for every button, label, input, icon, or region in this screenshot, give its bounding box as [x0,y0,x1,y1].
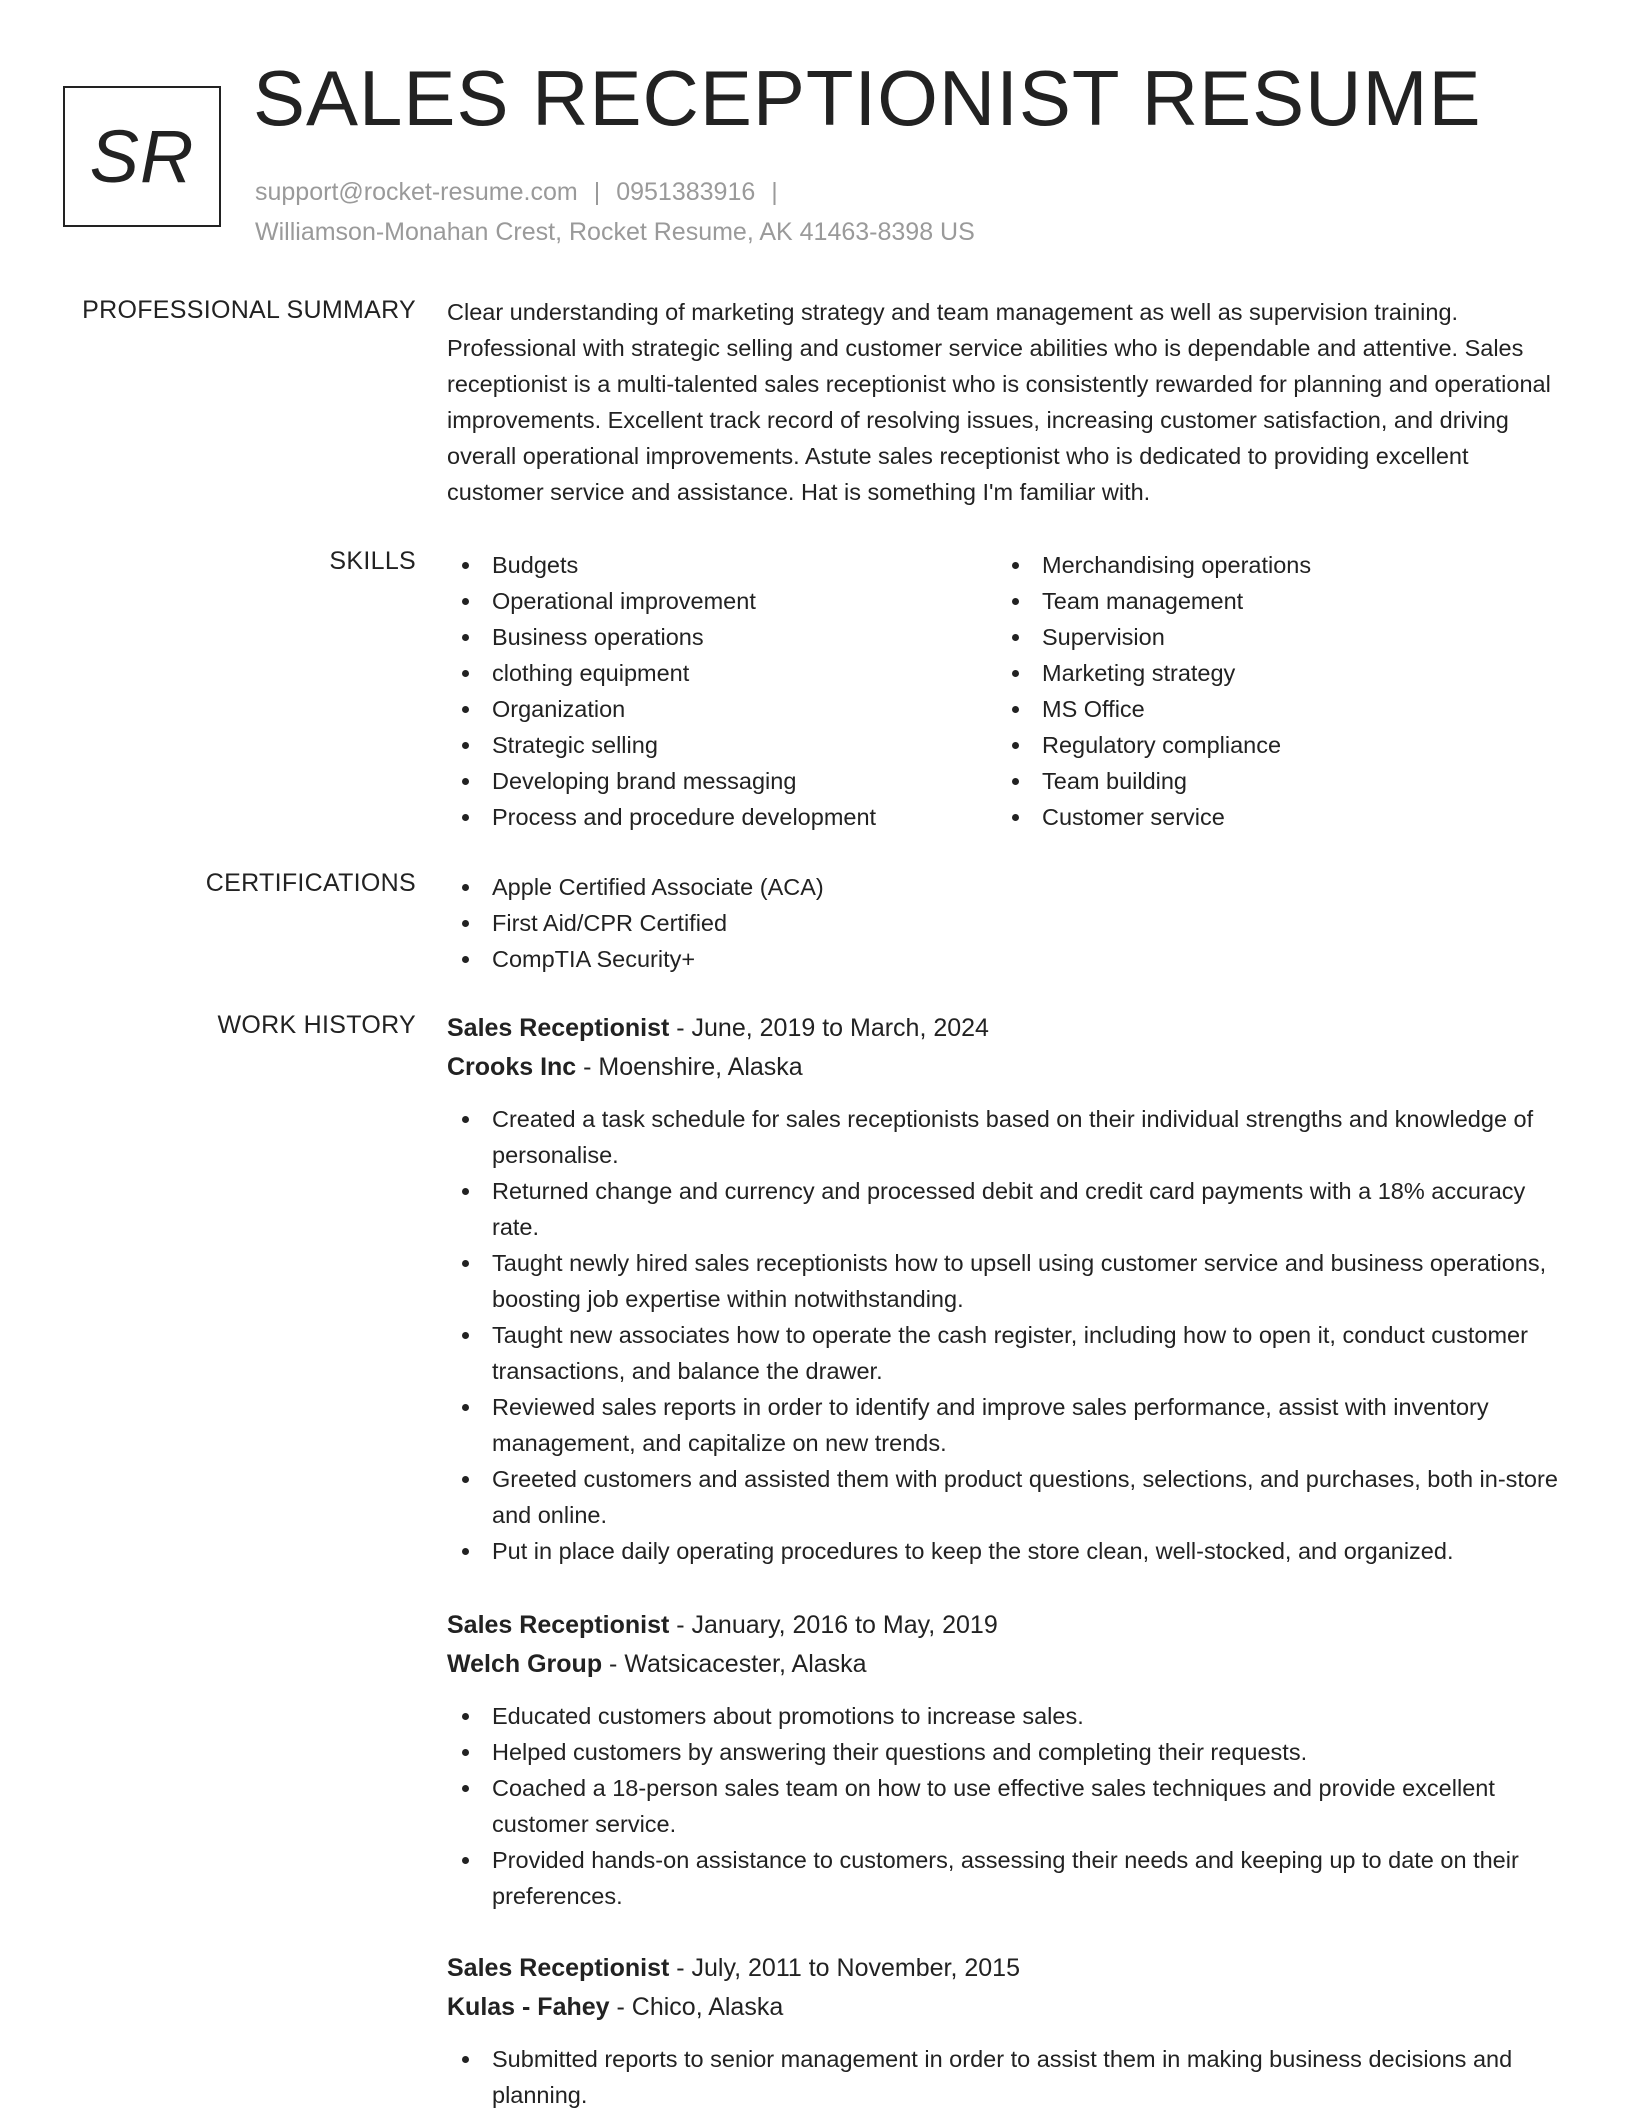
job-title-line [447,1009,1567,1048]
skill-item: Business operations [447,619,997,655]
skill-item: Strategic selling [447,727,997,763]
job-title: Sales Receptionist [447,1014,670,1042]
monogram-logo [63,86,221,227]
contact-separator: | [593,178,601,206]
section-label-work-history: WORK HISTORY [217,1011,416,1039]
job-company-line [447,1645,1567,1684]
section-label-summary: PROFESSIONAL SUMMARY [82,296,416,324]
job-duty: Submitted reports to senior management in order to assist them in making business decisions and planning. [447,2041,1567,2113]
skill-item: Merchandising operations [997,547,1547,583]
job-duty: Reviewed sales reports in order to identify and improve sales performance, assist with inventory management, and capitalize on new trends. [447,1389,1567,1461]
job-location: - Moenshire, Alaska [576,1053,803,1081]
certification-item: First Aid/CPR Certified [447,905,1567,941]
job-company: Welch Group [447,1650,603,1678]
skill-item: Budgets [447,547,997,583]
contact-email[interactable]: support@rocket-resume.com [255,178,578,206]
job-company-line [447,1048,1567,1087]
job-duty: Coached a 18-person sales team on how to use effective sales techniques and provide excellent customer service. [447,1770,1567,1842]
skill-item: Process and procedure development [447,799,997,835]
resume-title: SALES RECEPTIONIST RESUME [253,54,1482,142]
contact-phone[interactable]: 0951383916 [616,178,756,206]
job-duty: Educated customers about promotions to increase sales. [447,1698,1567,1734]
job-entry [447,1606,1567,1914]
job-duty: Taught newly hired sales receptionists how to upsell using customer service and business operations, boosting job expertise within notwithstanding. [447,1245,1567,1317]
job-title: Sales Receptionist [447,1611,670,1639]
job-duty: Greeted customers and assisted them with product questions, selections, and purchases, both in-store and online. [447,1461,1567,1533]
job-duties-list [447,2041,1567,2113]
certification-item: Apple Certified Associate (ACA) [447,869,1567,905]
job-title: Sales Receptionist [447,1954,670,1982]
job-duty: Taught new associates how to operate the cash register, including how to open it, conduct customer transactions, and balance the drawer. [447,1317,1567,1389]
skill-item: Developing brand messaging [447,763,997,799]
certifications-section [447,869,1567,977]
contact-line-1 [255,172,975,212]
contact-address: Williamson-Monahan Crest, Rocket Resume, AK 41463-8398 US [255,218,975,246]
job-title-line [447,1949,1567,1988]
job-title-line [447,1606,1567,1645]
section-label-skills: SKILLS [329,547,416,575]
job-dates: - July, 2011 to November, 2015 [669,1954,1020,1982]
job-duty: Returned change and currency and processed debit and credit card payments with a 18% accuracy rate. [447,1173,1567,1245]
skill-item: Operational improvement [447,583,997,619]
job-duty: Created a task schedule for sales receptionists based on their individual strengths and knowledge of personalise. [447,1101,1567,1173]
skills-section [447,547,1567,835]
contact-info [255,172,975,252]
job-company-line [447,1988,1567,2027]
skill-item: Regulatory compliance [997,727,1547,763]
skill-item: Marketing strategy [997,655,1547,691]
skill-item: Customer service [997,799,1547,835]
job-duties-list [447,1698,1567,1914]
job-dates: - June, 2019 to March, 2024 [669,1014,989,1042]
job-duty: Provided hands-on assistance to customers, assessing their needs and keeping up to date on their preferences. [447,1842,1567,1914]
job-dates: - January, 2016 to May, 2019 [669,1611,998,1639]
job-duty: Helped customers by answering their questions and completing their requests. [447,1734,1567,1770]
skill-item: clothing equipment [447,655,997,691]
skill-item: Team building [997,763,1547,799]
job-location: - Chico, Alaska [609,1993,784,2021]
skills-grid [447,547,1567,835]
job-location: - Watsicacester, Alaska [602,1650,867,1678]
skill-item: MS Office [997,691,1547,727]
skill-item: Supervision [997,619,1547,655]
job-entry [447,1009,1567,1569]
job-entry [447,1949,1567,2113]
skills-list-left [447,547,997,835]
skills-list-right [997,547,1547,835]
skill-item: Team management [997,583,1547,619]
section-label-certifications: CERTIFICATIONS [205,869,416,897]
job-duty: Put in place daily operating procedures to keep the store clean, well-stocked, and organized. [447,1533,1567,1569]
job-company: Crooks Inc [447,1053,577,1081]
job-company: Kulas - Fahey [447,1993,610,2021]
contact-separator: | [771,178,778,206]
summary-text: Clear understanding of marketing strategy and team management as well as supervision training. Professional with strategic selling and customer service abilities who is dependable and attentive. Sales receptionist is a multi-talented sales receptionist who is consistently rewarded for planning and operational improvements. Excellent track record of resolving issues, increasing customer satisfaction, and driving overall operational improvements. Astute sales receptionist who is dedicated to providing excellent customer service and assistance. Hat is something I'm familiar with. [447,299,1551,505]
certification-item: CompTIA Security+ [447,941,1567,977]
summary-section [447,294,1567,510]
skill-item: Organization [447,691,997,727]
monogram-initials: SR [89,115,195,198]
job-duties-list [447,1101,1567,1569]
certifications-list [447,869,1567,977]
